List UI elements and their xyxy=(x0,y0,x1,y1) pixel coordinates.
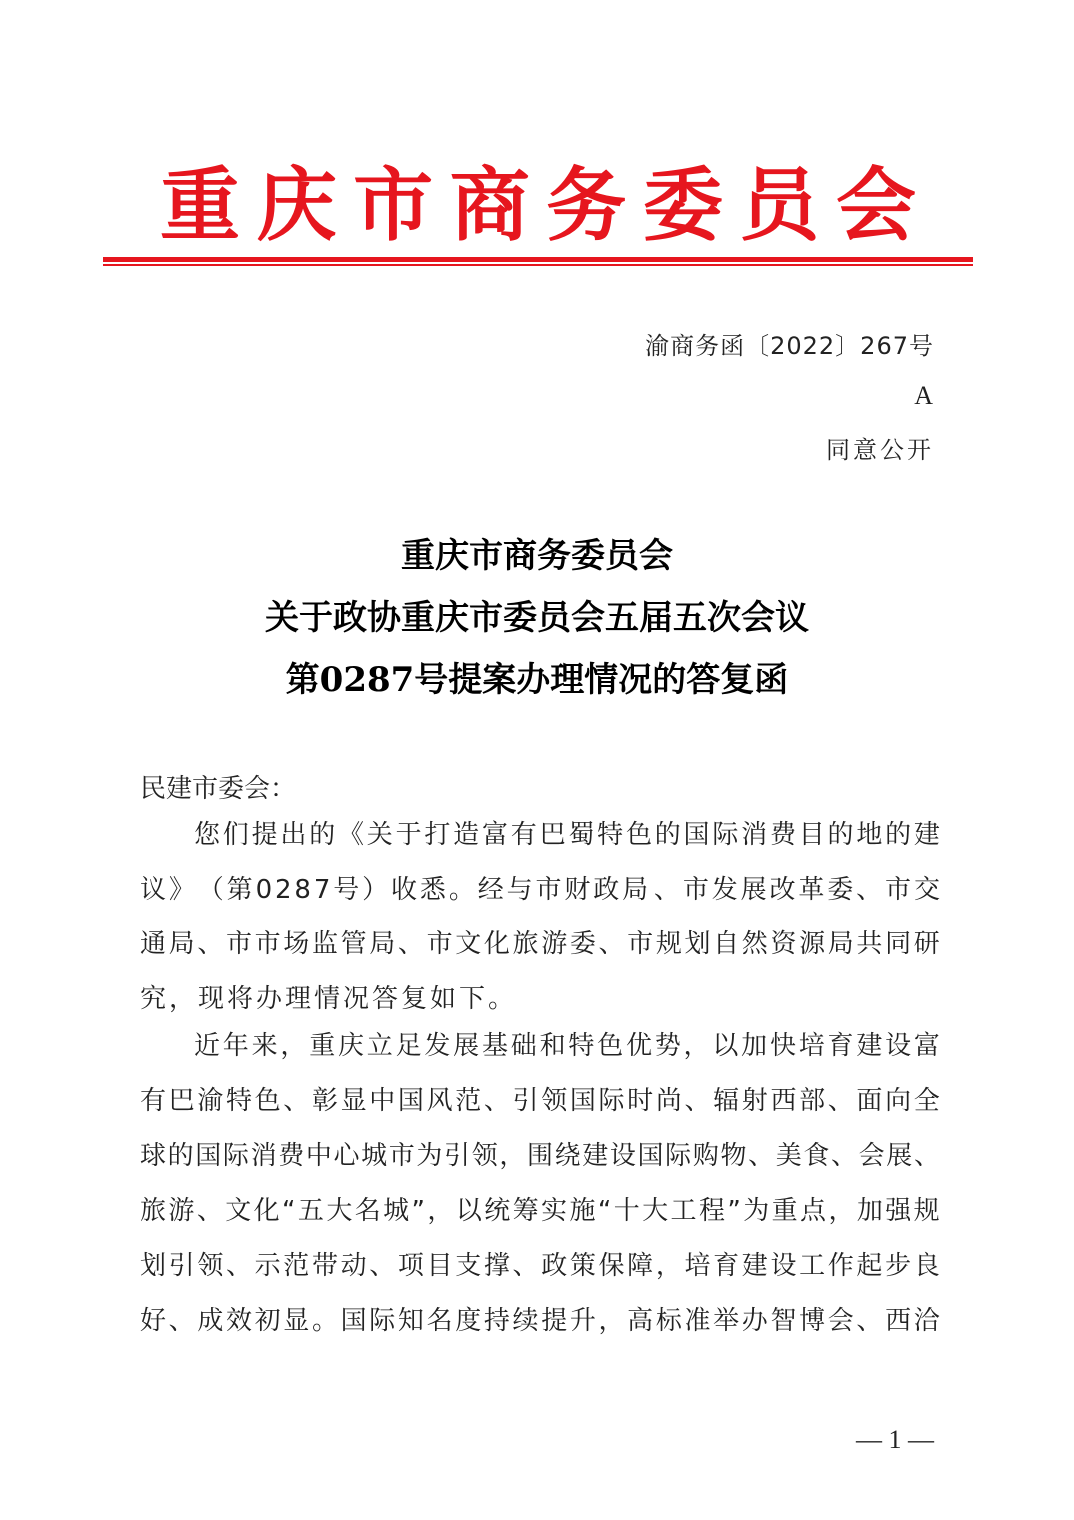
body-line: 有 巴 渝 特 色 、 彰 显 中 国 风 范 、 引 领 国 际 时 尚 、 辐 射 西 部 、 面 向 全 xyxy=(140,1086,940,1116)
body-line: 通 局 、 市 市 场 监 管 局 、 市 文 化 旅 游 委 、 市 规 划 自 然 资 源 局 共 同 研 xyxy=(140,929,940,959)
masthead-char: 重 xyxy=(160,158,240,252)
body-line: 好 、 成 效 初 显 。 国 际 知 名 度 持 续 提 升 ， 高 标 准 举 办 智 博 会 、 西 洽 xyxy=(140,1306,940,1336)
masthead xyxy=(100,150,974,260)
salutation: 民建市委会： xyxy=(140,774,297,804)
masthead-char: 市 xyxy=(353,158,434,252)
masthead-char: 庆 xyxy=(256,158,337,252)
body-line: 球 的 国 际 消 费 中 心 城 市 为 引 领 ， 围 绕 建 设 国 际 购 物 、 美 食 、 会 展 、 xyxy=(140,1141,940,1171)
body-line: 划 引 领 、 示 范 带 动 、 项 目 支 撑 、 政 策 保 障 ， 培 育 建 设 工 作 起 步 良 xyxy=(140,1251,940,1281)
document-number: 渝商务函〔2022〕267号 xyxy=(645,332,934,360)
body-line: 旅 游 、 文 化 “ 五 大 名 城 ” ， 以 统 筹 实 施 “ 十 大 工 程 ” 为 重 点 ， 加 强 规 xyxy=(140,1196,940,1226)
page-number: — 1 — xyxy=(856,1425,934,1454)
masthead-char: 务 xyxy=(546,158,627,252)
disclosure-status: 同意公开 xyxy=(826,436,934,464)
title-line-2: 关于政协重庆市委员会五届五次会议 xyxy=(265,598,809,638)
title-line-1: 重庆市商务委员会 xyxy=(401,536,673,576)
masthead-char: 委 xyxy=(642,158,723,252)
body-line: 近 年 来 ， 重 庆 立 足 发 展 基 础 和 特 色 优 势 ， 以 加 快 培 育 建 设 富 xyxy=(194,1031,940,1061)
body-line: 究，现将办理情况答复如下。 xyxy=(140,983,518,1014)
body-line: 您 们 提 出 的 《 关 于 打 造 富 有 巴 蜀 特 色 的 国 际 消 费 目 的 地 的 建 xyxy=(194,820,940,850)
masthead-rule-thick xyxy=(103,257,973,262)
masthead-rule-thin xyxy=(103,264,973,266)
masthead-char: 员 xyxy=(739,158,820,252)
body-line: 议 》 （ 第 0 2 8 7 号 ） 收 悉 。 经 与 市 财 政 局 、 市 发 展 改 革 委 、 市 交 xyxy=(140,874,940,905)
masthead-char: 会 xyxy=(835,158,916,252)
title-line-3: 第0287号提案办理情况的答复函 xyxy=(285,660,789,700)
masthead-char: 商 xyxy=(449,158,530,252)
document-grade: A xyxy=(914,381,934,410)
